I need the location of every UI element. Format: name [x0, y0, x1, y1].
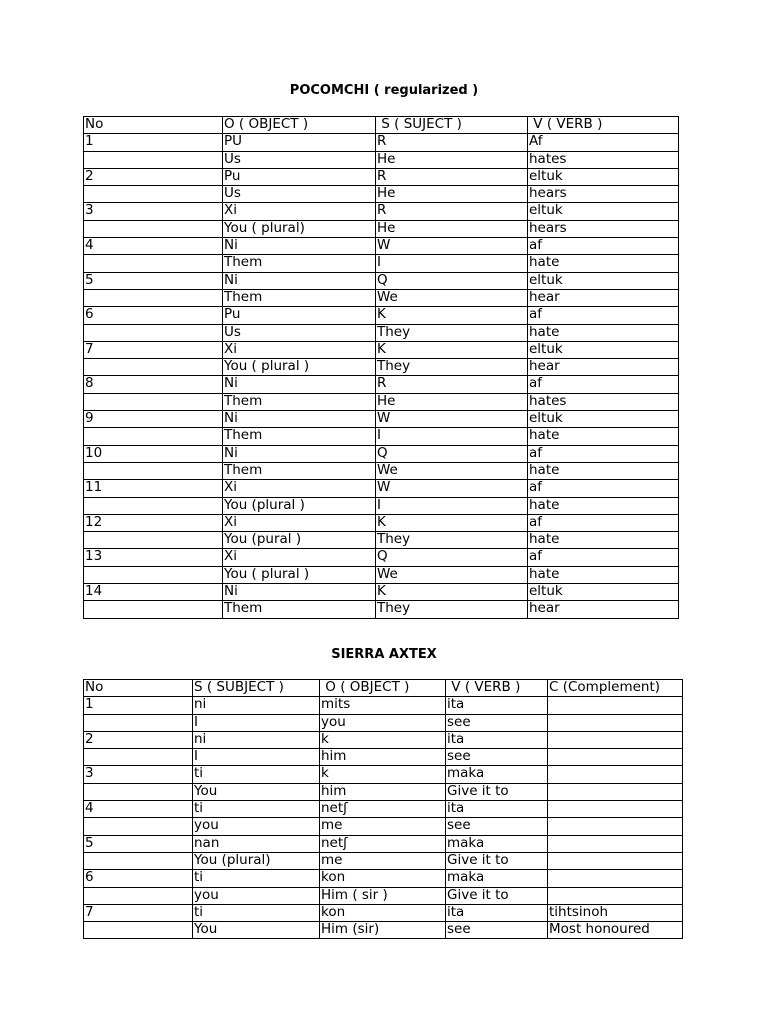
table-cell: af	[528, 480, 679, 497]
table-cell: You (pural )	[223, 532, 376, 549]
table-cell: K	[376, 514, 528, 531]
table-cell	[84, 532, 223, 549]
table-cell: hate	[528, 462, 679, 479]
table-row	[84, 255, 679, 272]
table-row	[84, 549, 679, 566]
table-row	[84, 714, 683, 731]
table-cell: him	[320, 749, 446, 766]
table-row	[84, 566, 679, 583]
table-cell: see	[446, 922, 548, 939]
table-cell: k	[320, 766, 446, 783]
sierra-axtex-title: SIERRA AXTEX	[331, 647, 437, 662]
table-cell: 6	[84, 870, 193, 887]
table-row	[84, 289, 679, 306]
table-cell: Af	[528, 134, 679, 151]
table-cell: I	[376, 497, 528, 514]
table-cell: hate	[528, 255, 679, 272]
table-cell: Xi	[223, 203, 376, 220]
table-cell: maka	[446, 870, 548, 887]
table-cell: Xi	[223, 514, 376, 531]
table-cell: af	[528, 307, 679, 324]
table-cell: W	[376, 238, 528, 255]
table-row	[84, 801, 683, 818]
table-cell	[548, 731, 683, 748]
table-cell: They	[376, 324, 528, 341]
table-cell: see	[446, 714, 548, 731]
table-cell: you	[320, 714, 446, 731]
table-cell: R	[376, 168, 528, 185]
table-header-cell: S ( SUJECT )	[376, 117, 528, 134]
table-cell: I	[376, 255, 528, 272]
table-cell: We	[376, 462, 528, 479]
table-cell: see	[446, 818, 548, 835]
pocomchi-title: POCOMCHI ( regularized )	[289, 83, 479, 98]
table-cell: 10	[84, 445, 223, 462]
table-cell: R	[376, 134, 528, 151]
table-cell: hates	[528, 151, 679, 168]
table-cell: ti	[193, 904, 320, 921]
table-cell: tihtsinoh	[548, 904, 683, 921]
table-header-row	[84, 117, 679, 134]
table-cell: They	[376, 359, 528, 376]
table-row	[84, 532, 679, 549]
table-cell: 2	[84, 168, 223, 185]
table-cell: you	[193, 887, 320, 904]
table-cell: ni	[193, 697, 320, 714]
table-cell: Pu	[223, 307, 376, 324]
table-row	[84, 697, 683, 714]
table-cell	[84, 887, 193, 904]
table-cell: Him (sir)	[320, 922, 446, 939]
table-cell	[548, 870, 683, 887]
table-cell	[84, 462, 223, 479]
table-cell: ita	[446, 801, 548, 818]
table-cell	[548, 714, 683, 731]
table-cell: You (plural)	[193, 852, 320, 869]
table-cell: hate	[528, 324, 679, 341]
table-cell: ita	[446, 904, 548, 921]
table-cell	[84, 186, 223, 203]
table-cell: K	[376, 584, 528, 601]
table-cell	[84, 497, 223, 514]
table-cell: ni	[193, 731, 320, 748]
table-cell	[84, 151, 223, 168]
table-cell	[84, 818, 193, 835]
table-cell: W	[376, 480, 528, 497]
table-row	[84, 783, 683, 800]
table-cell: maka	[446, 835, 548, 852]
table-row	[84, 307, 679, 324]
table-cell: 6	[84, 307, 223, 324]
table-cell: R	[376, 376, 528, 393]
table-row	[84, 887, 683, 904]
table-cell: eltuk	[528, 584, 679, 601]
table-cell	[84, 566, 223, 583]
table-cell	[84, 922, 193, 939]
table-cell: hate	[528, 566, 679, 583]
table-cell: eltuk	[528, 341, 679, 358]
table-cell: K	[376, 341, 528, 358]
table-cell: af	[528, 549, 679, 566]
table-row	[84, 220, 679, 237]
table-cell	[84, 852, 193, 869]
table-header-cell: C (Complement)	[548, 680, 683, 697]
table-cell: You ( plural)	[223, 220, 376, 237]
table-cell	[84, 289, 223, 306]
table-cell: hear	[528, 289, 679, 306]
table-row	[84, 497, 679, 514]
table-row	[84, 168, 679, 185]
table-cell: They	[376, 601, 528, 618]
table-cell: Give it to	[446, 887, 548, 904]
table-cell: You	[193, 922, 320, 939]
table-cell: kon	[320, 870, 446, 887]
table-header-cell: O ( OBJECT )	[223, 117, 376, 134]
table-cell: 4	[84, 238, 223, 255]
table-cell: k	[320, 731, 446, 748]
table-cell: af	[528, 445, 679, 462]
table-cell	[84, 393, 223, 410]
table-cell: Give it to	[446, 783, 548, 800]
table-cell: Xi	[223, 549, 376, 566]
table-cell: Us	[223, 186, 376, 203]
table-cell: Q	[376, 445, 528, 462]
table-cell: af	[528, 376, 679, 393]
table-cell: ita	[446, 731, 548, 748]
table-cell: 1	[84, 134, 223, 151]
table-cell: hears	[528, 186, 679, 203]
table-row	[84, 731, 683, 748]
table-row	[84, 238, 679, 255]
table-cell: I	[376, 428, 528, 445]
table-header-cell: No	[84, 680, 193, 697]
table-cell: Xi	[223, 341, 376, 358]
table-cell: PU	[223, 134, 376, 151]
table-cell: Them	[223, 601, 376, 618]
table-header-cell: O ( OBJECT )	[320, 680, 446, 697]
table-cell	[548, 852, 683, 869]
table-cell: ita	[446, 697, 548, 714]
table-row	[84, 428, 679, 445]
table-cell: 9	[84, 411, 223, 428]
table-cell: Ni	[223, 411, 376, 428]
table-cell: eltuk	[528, 272, 679, 289]
table-cell: 1	[84, 697, 193, 714]
table-row	[84, 411, 679, 428]
table-row	[84, 749, 683, 766]
table-row	[84, 766, 683, 783]
table-cell: He	[376, 186, 528, 203]
table-row	[84, 818, 683, 835]
table-row	[84, 272, 679, 289]
table-row	[84, 376, 679, 393]
table-cell	[84, 359, 223, 376]
table-row	[84, 324, 679, 341]
table-cell	[84, 428, 223, 445]
table-row	[84, 393, 679, 410]
table-cell: hate	[528, 497, 679, 514]
table-row	[84, 480, 679, 497]
table-cell: R	[376, 203, 528, 220]
table-header-cell: V ( VERB )	[446, 680, 548, 697]
table-cell	[548, 766, 683, 783]
table-cell	[548, 783, 683, 800]
table-cell: 3	[84, 203, 223, 220]
table-cell	[548, 801, 683, 818]
table-cell: 12	[84, 514, 223, 531]
table-cell: Q	[376, 549, 528, 566]
table-row	[84, 151, 679, 168]
table-cell	[84, 714, 193, 731]
table-cell: Us	[223, 324, 376, 341]
table-cell: I	[193, 749, 320, 766]
table-cell: Them	[223, 393, 376, 410]
table-cell	[548, 749, 683, 766]
table-cell	[84, 324, 223, 341]
table-cell: We	[376, 566, 528, 583]
table-row	[84, 904, 683, 921]
table-row	[84, 922, 683, 939]
table-cell: hears	[528, 220, 679, 237]
table-cell: you	[193, 818, 320, 835]
table-cell	[84, 601, 223, 618]
table-cell: netʃ	[320, 801, 446, 818]
table-cell: Them	[223, 289, 376, 306]
table-cell	[84, 255, 223, 272]
table-cell: 5	[84, 272, 223, 289]
table-cell: Ni	[223, 272, 376, 289]
table-cell	[548, 835, 683, 852]
table-cell: Q	[376, 272, 528, 289]
table-row	[84, 462, 679, 479]
table-cell: Ni	[223, 584, 376, 601]
table-row	[84, 514, 679, 531]
table-cell	[84, 783, 193, 800]
table-cell: 13	[84, 549, 223, 566]
table-row	[84, 341, 679, 358]
table-cell: He	[376, 220, 528, 237]
table-cell: nan	[193, 835, 320, 852]
table-row	[84, 359, 679, 376]
table-cell: eltuk	[528, 203, 679, 220]
table-cell: eltuk	[528, 411, 679, 428]
table-cell: Them	[223, 255, 376, 272]
table-row	[84, 134, 679, 151]
table-cell: He	[376, 393, 528, 410]
table-header-cell: S ( SUBJECT )	[193, 680, 320, 697]
sierra-axtex-table	[83, 679, 683, 939]
table-cell: Pu	[223, 168, 376, 185]
table-cell: maka	[446, 766, 548, 783]
table-cell: Give it to	[446, 852, 548, 869]
table-cell: hear	[528, 601, 679, 618]
table-cell: 14	[84, 584, 223, 601]
table-cell	[548, 697, 683, 714]
table-cell	[84, 220, 223, 237]
table-cell: Ni	[223, 445, 376, 462]
table-cell: 3	[84, 766, 193, 783]
table-cell: af	[528, 238, 679, 255]
table-cell: You	[193, 783, 320, 800]
table-cell: Him ( sir )	[320, 887, 446, 904]
table-row	[84, 584, 679, 601]
table-cell: me	[320, 818, 446, 835]
table-cell: 11	[84, 480, 223, 497]
table-cell: see	[446, 749, 548, 766]
table-cell: me	[320, 852, 446, 869]
table-cell: him	[320, 783, 446, 800]
table-cell: hate	[528, 532, 679, 549]
table-cell: You (plural )	[223, 497, 376, 514]
table-cell: hates	[528, 393, 679, 410]
table-cell: ti	[193, 801, 320, 818]
table-cell: hate	[528, 428, 679, 445]
table-cell: ti	[193, 870, 320, 887]
table-cell: 5	[84, 835, 193, 852]
table-cell: Them	[223, 428, 376, 445]
table-cell: They	[376, 532, 528, 549]
table-cell: 4	[84, 801, 193, 818]
table-row	[84, 870, 683, 887]
table-cell: K	[376, 307, 528, 324]
table-cell: He	[376, 151, 528, 168]
table-cell: hear	[528, 359, 679, 376]
table-header-row	[84, 680, 683, 697]
table-row	[84, 186, 679, 203]
table-cell: Ni	[223, 376, 376, 393]
pocomchi-table	[83, 116, 679, 619]
table-cell: ti	[193, 766, 320, 783]
table-cell: 8	[84, 376, 223, 393]
table-cell: 7	[84, 904, 193, 921]
table-cell: Us	[223, 151, 376, 168]
table-cell: We	[376, 289, 528, 306]
table-cell	[548, 887, 683, 904]
table-row	[84, 835, 683, 852]
table-row	[84, 601, 679, 618]
table-cell: Most honoured	[548, 922, 683, 939]
table-cell: Xi	[223, 480, 376, 497]
table-cell: kon	[320, 904, 446, 921]
table-header-cell: V ( VERB )	[528, 117, 679, 134]
table-cell: Them	[223, 462, 376, 479]
table-cell: You ( plural )	[223, 359, 376, 376]
table-cell: mits	[320, 697, 446, 714]
table-cell: af	[528, 514, 679, 531]
table-cell: 2	[84, 731, 193, 748]
table-cell: I	[193, 714, 320, 731]
table-cell: Ni	[223, 238, 376, 255]
table-cell	[548, 818, 683, 835]
table-cell: netʃ	[320, 835, 446, 852]
table-header-cell: No	[84, 117, 223, 134]
table-cell: eltuk	[528, 168, 679, 185]
table-row	[84, 445, 679, 462]
table-row	[84, 852, 683, 869]
table-row	[84, 203, 679, 220]
table-cell: W	[376, 411, 528, 428]
table-cell: You ( plural )	[223, 566, 376, 583]
table-cell: 7	[84, 341, 223, 358]
table-cell	[84, 749, 193, 766]
